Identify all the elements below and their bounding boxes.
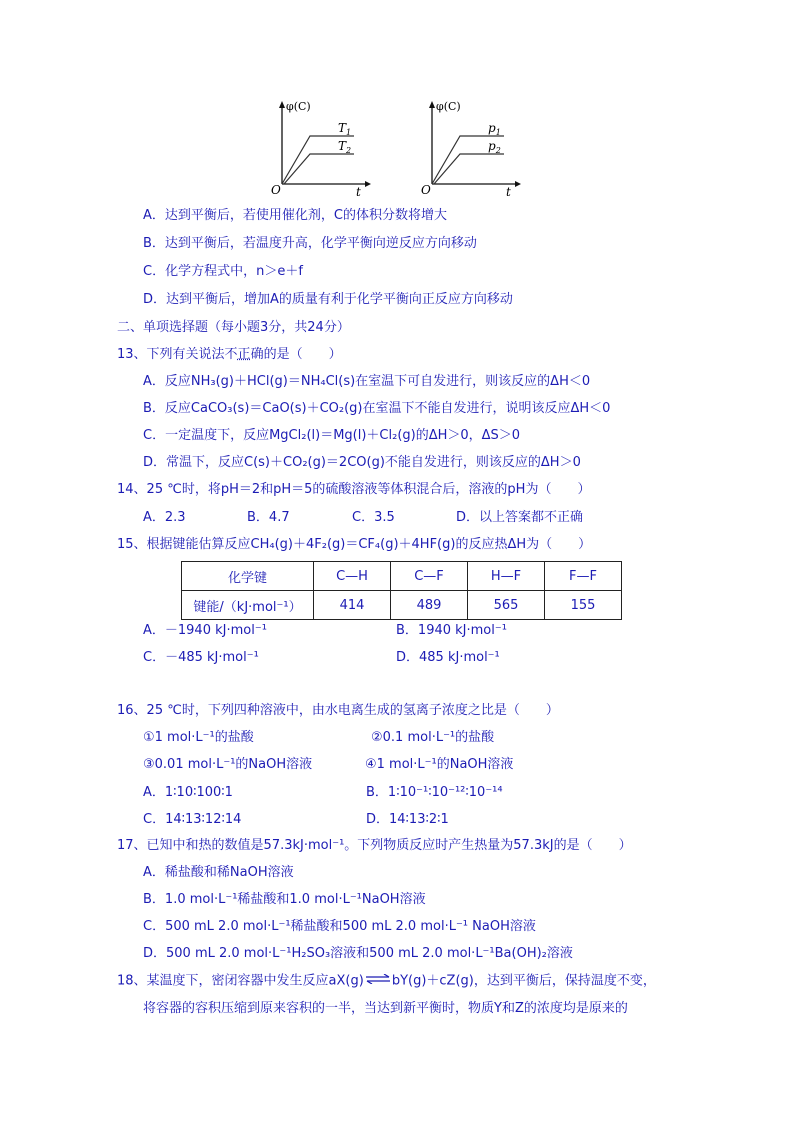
q13-option-c: C．一定温度下，反应MgCl₂(l)＝Mg(l)＋Cl₂(g)的ΔH＞0，ΔS＞0 bbox=[143, 428, 521, 443]
table-header-cell: F—F bbox=[545, 562, 622, 591]
q14-option-b: B．4.7 bbox=[247, 510, 290, 525]
q16-solution-2: ②0.1 mol·L⁻¹的盐酸 bbox=[371, 730, 495, 745]
q17-stem: 17、已知中和热的数值是57.3kJ·mol⁻¹。下列物质反应时产生热量为57.3kJ的是（ ） bbox=[117, 838, 632, 853]
q18-stem: 18、某温度下，密闭容器中发生反应aX(g) bY(g)＋cZ(g)，达到平衡后，保持温度不变， bbox=[117, 973, 656, 989]
q14-option-c: C．3.5 bbox=[352, 510, 395, 525]
svg-text:T1: $T_1$ bbox=[338, 121, 352, 137]
q17-option-d: D．500 mL 2.0 mol·L⁻¹H₂SO₃溶液和500 mL 2.0 mol·L⁻¹Ba(OH)₂溶液 bbox=[143, 946, 573, 961]
table-header-cell: C—H bbox=[314, 562, 391, 591]
section-heading: 二、单项选择题（每小题3分，共24分） bbox=[117, 320, 350, 335]
curve2-label: T bbox=[338, 139, 347, 153]
q13-option-d: D．常温下，反应C(s)＋CO₂(g)＝2CO(g)不能自发进行，则该反应的ΔH＞0 bbox=[143, 455, 581, 470]
table-header-cell: 化学键 bbox=[182, 562, 314, 591]
table-cell: 489 bbox=[391, 591, 468, 620]
table-header-cell: H—F bbox=[468, 562, 545, 591]
q13-option-a: A．反应NH₃(g)＋HCl(g)＝NH₄Cl(s)在室温下可自发进行，则该反应的ΔH＜0 bbox=[143, 374, 591, 389]
q12-option-c: C．化学方程式中，n＞e＋f bbox=[143, 264, 303, 279]
q12-option-a: A．达到平衡后，若使用催化剂，C的体积分数将增大 bbox=[143, 208, 447, 223]
q17-option-a: A．稀盐酸和稀NaOH溶液 bbox=[143, 865, 294, 880]
graph-ylabel: φ(C) bbox=[436, 100, 461, 113]
table-row-label: 键能/（kJ·mol⁻¹） bbox=[182, 591, 314, 620]
svg-text:p2: $p_2$ bbox=[488, 139, 501, 155]
q16-option-a: A．1∶10∶100∶1 bbox=[143, 785, 233, 800]
table-cell: 155 bbox=[545, 591, 622, 620]
q15-option-a: A．－1940 kJ·mol⁻¹ bbox=[143, 623, 267, 638]
svg-text:p1: $p_1$ bbox=[488, 121, 501, 137]
q13-stem: 13、下列有关说法不正确的是（ ） bbox=[117, 347, 342, 362]
q13-option-b: B．反应CaCO₃(s)＝CaO(s)＋CO₂(g)在室温下不能自发进行，说明该反应ΔH＜0 bbox=[143, 401, 611, 416]
graph-origin: O bbox=[271, 183, 281, 197]
q16-stem: 16、25 ℃时，下列四种溶液中，由水电离生成的氢离子浓度之比是（ ） bbox=[117, 703, 559, 718]
graph-pressure bbox=[420, 98, 530, 198]
q12-option-d: D．达到平衡后，增加A的质量有利于化学平衡向正反应方向移动 bbox=[143, 292, 513, 307]
q17-option-c: C．500 mL 2.0 mol·L⁻¹稀盐酸和500 mL 2.0 mol·L⁻¹ NaOH溶液 bbox=[143, 919, 536, 934]
q14-option-a: A．2.3 bbox=[143, 510, 186, 525]
table-row bbox=[182, 562, 622, 591]
equilibrium-graphs bbox=[270, 98, 530, 198]
q16-solution-4: ④1 mol·L⁻¹的NaOH溶液 bbox=[365, 757, 514, 772]
svg-text:T2: $T_2$ bbox=[338, 139, 352, 155]
q17-option-b: B．1.0 mol·L⁻¹稀盐酸和1.0 mol·L⁻¹NaOH溶液 bbox=[143, 892, 426, 907]
table-cell: 565 bbox=[468, 591, 545, 620]
q15-option-c: C．－485 kJ·mol⁻¹ bbox=[143, 650, 259, 665]
graph-xlabel: t bbox=[356, 185, 361, 198]
q12-option-b: B．达到平衡后，若温度升高，化学平衡向逆反应方向移动 bbox=[143, 236, 477, 251]
q15-option-b: B．1940 kJ·mol⁻¹ bbox=[396, 623, 507, 638]
table-cell: 414 bbox=[314, 591, 391, 620]
bond-energy-table bbox=[181, 561, 622, 620]
curve1-label: T bbox=[338, 121, 347, 135]
curve1-label: p bbox=[488, 121, 496, 135]
q16-option-b: B．1∶10⁻¹∶10⁻¹²∶10⁻¹⁴ bbox=[366, 785, 503, 800]
graph-origin: O bbox=[421, 183, 431, 197]
table-row bbox=[182, 591, 622, 620]
q16-solution-1: ①1 mol·L⁻¹的盐酸 bbox=[143, 730, 254, 745]
curve2-label: p bbox=[488, 139, 496, 153]
graph-ylabel: φ(C) bbox=[286, 100, 311, 113]
q15-stem: 15、根据键能估算反应CH₄(g)＋4F₂(g)＝CF₄(g)＋4HF(g)的反应热ΔH为（ ） bbox=[117, 537, 592, 552]
q16-option-c: C．14∶13∶12∶14 bbox=[143, 812, 242, 827]
q15-option-d: D．485 kJ·mol⁻¹ bbox=[396, 650, 500, 665]
equilibrium-arrow-icon bbox=[365, 973, 391, 989]
q16-solution-3: ③0.01 mol·L⁻¹的NaOH溶液 bbox=[143, 757, 313, 772]
table-header-cell: C—F bbox=[391, 562, 468, 591]
graph-temperature bbox=[270, 98, 380, 198]
q14-option-d: D．以上答案都不正确 bbox=[456, 510, 584, 525]
q18-stem-continued: 将容器的容积压缩到原来容积的一半，当达到新平衡时，物质Y和Z的浓度均是原来的 bbox=[143, 1001, 628, 1016]
graph-xlabel: t bbox=[506, 185, 511, 198]
q14-stem: 14、25 ℃时，将pH＝2和pH＝5的硫酸溶液等体积混合后，溶液的pH为（ ） bbox=[117, 482, 591, 497]
q16-option-d: D．14∶13∶2∶1 bbox=[366, 812, 449, 827]
